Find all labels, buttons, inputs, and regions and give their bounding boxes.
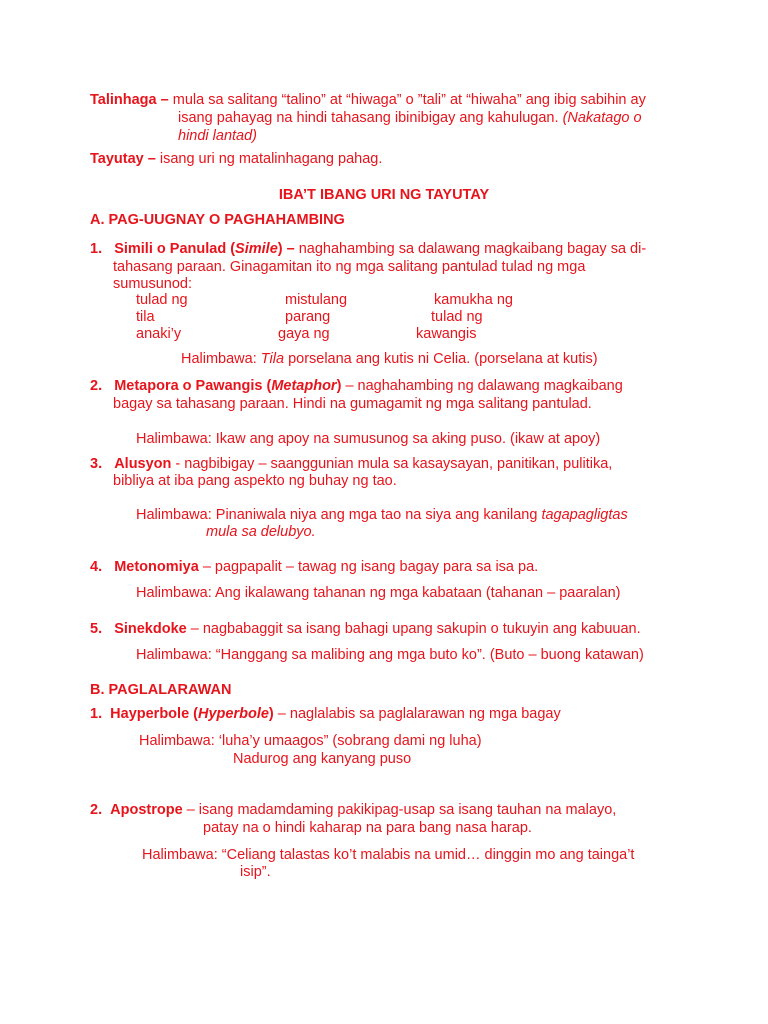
simili-word: parang: [285, 309, 331, 325]
metonomiya-text: – pagpapalit – tawag ng isang bagay para sa isa pa.: [202, 559, 539, 575]
metapora-term: Metapora o Pawangis (: [114, 378, 272, 394]
simili-word: tulad ng: [136, 292, 188, 308]
apostrope-example-2: isip”.: [240, 864, 271, 880]
hayperbole-term-en: Hyperbole: [198, 706, 269, 722]
sinekdoke-text: – nagbabaggit sa isang bahagi upang sakupin o tukuyin ang kabuuan.: [190, 621, 641, 637]
metonomiya-number: 4.: [90, 559, 103, 575]
apostrope-line-2: [203, 819, 532, 837]
hayperbole-term: Hayperbole (: [110, 706, 198, 722]
talinhaga-line-2: [178, 109, 642, 127]
simili-number: 1.: [90, 241, 103, 257]
sinekdoke-number: 5.: [90, 621, 103, 637]
sinekdoke-line: [90, 620, 641, 638]
metonomiya-example: Halimbawa: Ang ikalawang tahanan ng mga kabataan (tahanan – paaralan): [136, 585, 621, 601]
metapora-text-2: bagay sa tahasang paraan. Hindi na gumagamit ng mga salitang pantulad.: [113, 396, 592, 412]
section-a-heading-text: A. PAG-UUGNAY O PAGHAHAMBING: [90, 212, 345, 228]
alusyon-text-1: - nagbibigay – saanggunian mula sa kasaysayan, panitikan, pulitika,: [171, 456, 613, 472]
hayperbole-line: [90, 705, 561, 723]
alusyon-number: 3.: [90, 456, 103, 472]
alusyon-line-2: [113, 472, 397, 490]
simili-word: mistulang: [285, 292, 348, 308]
simili-example: [181, 350, 598, 368]
simili-word: gaya ng: [278, 326, 330, 342]
apostrope-text-2: patay na o hindi kaharap na para bang nasa harap.: [203, 820, 532, 836]
simili-word: kamukha ng: [434, 292, 513, 308]
tayutay-text: isang uri ng matalinhagang pahag.: [159, 151, 383, 167]
metapora-text-1: – naghahambing ng dalawang magkaibang: [345, 378, 623, 394]
metapora-line-2: [113, 395, 592, 413]
talinhaga-line-1: [90, 91, 646, 109]
simili-example-label: Halimbawa:: [181, 351, 257, 367]
simili-term: Simili o Panulad (: [114, 241, 236, 257]
page-title: [0, 186, 768, 204]
hayperbole-example-2: Nadurog ang kanyang puso: [233, 751, 412, 767]
metapora-number: 2.: [90, 378, 103, 394]
simili-text-3: sumusunod:: [113, 276, 192, 292]
talinhaga-line-3: [178, 127, 257, 145]
hayperbole-text: – naglalabis sa paglalarawan ng mga bagay: [277, 706, 561, 722]
simili-word: anaki’y: [136, 326, 182, 342]
simili-example-text: porselana ang kutis ni Celia. (porselana at kutis): [288, 351, 598, 367]
sinekdoke-term: Sinekdoke: [114, 621, 187, 637]
sinekdoke-example: Halimbawa: “Hanggang sa malibing ang mga buto ko”. (Buto – buong katawan): [136, 647, 644, 663]
alusyon-line-1: [90, 455, 612, 473]
apostrope-term: Apostrope: [110, 802, 183, 818]
tayutay-term: Tayutay –: [90, 151, 156, 167]
talinhaga-term: Talinhaga –: [90, 92, 169, 108]
metapora-term-close: ): [336, 378, 342, 394]
metonomiya-term: Metonomiya: [114, 559, 199, 575]
simili-line-2: [113, 258, 585, 276]
apostrope-example-1: Halimbawa: “Celiang talastas ko’t malabis na umid… dinggin mo ang tainga’t: [142, 847, 635, 863]
hayperbole-example-1: Halimbawa: ‘luha’y umaagos” (sobrang dami ng luha): [139, 733, 482, 749]
simili-word: kawangis: [416, 326, 477, 342]
hayperbole-term-close: ): [268, 706, 274, 722]
hayperbole-number: 1.: [90, 706, 103, 722]
metapora-line-1: [90, 377, 623, 395]
simili-term-en: Simile: [235, 241, 278, 257]
section-b-heading: [90, 681, 232, 699]
simili-word: tulad ng: [431, 309, 483, 325]
simili-text-1: naghahambing sa dalawang magkaibang bagay sa di-: [298, 241, 647, 257]
section-b-heading-text: B. PAGLALARAWAN: [90, 682, 232, 698]
simili-term-close: ) –: [277, 241, 295, 257]
section-a-heading: [90, 211, 345, 229]
apostrope-number: 2.: [90, 802, 103, 818]
talinhaga-text-2: isang pahayag na hindi tahasang ibinibigay ang kahulugan.: [178, 110, 559, 126]
apostrope-line-1: [90, 801, 616, 819]
apostrope-text-1: – isang madamdaming pakikipag-usap sa isang tauhan na malayo,: [186, 802, 617, 818]
simili-example-italic: Tila: [260, 351, 285, 367]
metonomiya-line: [90, 558, 538, 576]
alusyon-example-line-2: [206, 523, 316, 541]
simili-line-1: [90, 240, 646, 258]
page-title-text: IBA’T IBANG URI NG TAYUTAY: [278, 187, 490, 203]
alusyon-example-italic-2: mula sa delubyo.: [206, 524, 316, 540]
simili-text-2: tahasang paraan. Ginagamitan ito ng mga salitang pantulad tulad ng mga: [113, 259, 586, 275]
alusyon-example-italic-1: tagapagligtas: [541, 507, 628, 523]
alusyon-example: [136, 506, 628, 524]
tayutay-definition: [90, 150, 382, 168]
alusyon-example-text: Halimbawa: Pinaniwala niya ang mga tao na siya ang kanilang: [136, 507, 538, 523]
alusyon-text-2: bibliya at iba pang aspekto ng buhay ng tao.: [113, 473, 397, 489]
talinhaga-note-2: hindi lantad): [178, 128, 257, 144]
talinhaga-text-1: mula sa salitang “talino” at “hiwaga” o ”tali” at “hiwaha” ang ibig sabihin ay: [172, 92, 646, 108]
metapora-example: Halimbawa: Ikaw ang apoy na sumusunog sa aking puso. (ikaw at apoy): [136, 431, 601, 447]
alusyon-term: Alusyon: [114, 456, 172, 472]
talinhaga-note-1: (Nakatago o: [562, 110, 642, 126]
metapora-term-en: Metaphor: [271, 378, 337, 394]
simili-word: tila: [136, 309, 155, 325]
